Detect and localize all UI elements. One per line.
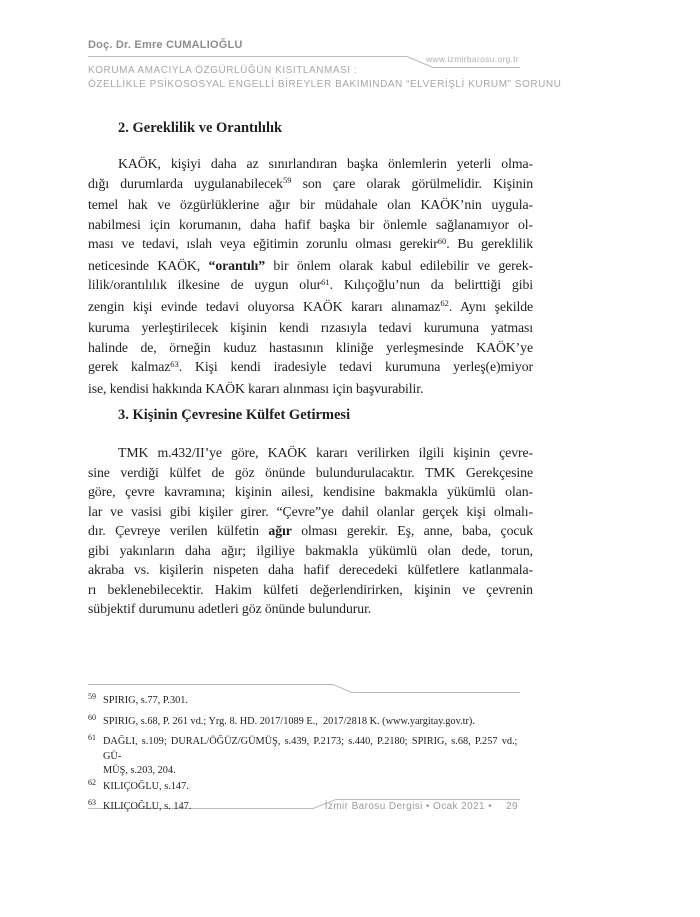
- header-title-line1: KORUMA AMACIYLA ÖZGÜRLÜĞÜN KISITLANMASI :: [88, 65, 358, 76]
- footnote: [88, 712, 520, 730]
- text-line: rı beklenebilecektir. Hakim külfeti değerlendirirken, kişinin ve çevrenin: [88, 581, 533, 597]
- author-prefix: Doç. Dr. Emre: [88, 39, 166, 51]
- author-surname: CUMALIOĞLU: [166, 39, 243, 51]
- text-line: lilik/orantılılık ilkesine de uygun olur$^{61}$. Kılıçoğlu’nun da belirttiği gibi: [88, 276, 533, 292]
- text-line: ması ve tedavi, ıslah veya eğitimin zorunlu olması gerekir$^{60}$. Bu gereklilik: [88, 235, 533, 251]
- text-line: akraba vs. kişilerin nispeten daha hafif derecedeki külfetlere katlanmala-: [88, 562, 533, 577]
- footnote-number: 62: [88, 777, 96, 787]
- text-line: halinde de, örneğin kuduz hastasının kliniğe yerleşmesinde KAÖK’ye: [88, 339, 533, 355]
- footnote-reference: 63: [170, 358, 179, 369]
- page-header-author: [88, 39, 243, 51]
- footnote-separator-rule: [88, 685, 520, 693]
- page-footer: [325, 801, 518, 812]
- footnote-number: 60: [88, 712, 96, 722]
- footnote-reference: 62: [440, 298, 449, 308]
- footnote-number: 59: [88, 692, 96, 701]
- section-heading-2: 2. Gereklilik ve Orantılılık: [118, 120, 283, 136]
- text-line: sübjektif durumunu adetleri göz önünde bulundurur.: [88, 601, 372, 616]
- header-title-line2: ÖZELLİKLE PSİKOSOSYAL ENGELLİ BİREYLER BAKIMINDAN “ELVERİŞLİ KURUM” SORUNU: [88, 79, 562, 90]
- footnote-reference: 61: [321, 276, 330, 287]
- journal-name: İzmir Barosu Dergisi • Ocak 2021 •: [324, 801, 493, 812]
- footnote-reference: 59: [282, 175, 292, 185]
- footnote: [88, 735, 520, 779]
- text-line: sine verdiği külfet de göz önünde bulundurulacaktır. TMK Gerekçesine: [88, 464, 533, 480]
- text-line: göre, çevre kavramına; kişinin ailesi, kendisine bakmakla yükümlü olan-: [88, 484, 533, 499]
- text-line: nabilmesi için korumanın, daha hafif başka bir önlemle sağlanamıyor ol-: [88, 216, 533, 232]
- text-line: TMK m.432/II’ye göre, KAÖK kararı verilirken ilgili kişinin çevre-: [118, 445, 533, 460]
- paragraph-1: [88, 154, 533, 398]
- text-line: KILIÇOĞLU, s.147.: [103, 780, 189, 792]
- footnote-number: 61: [88, 733, 96, 742]
- text-line: KAÖK, kişiyi daha az sınırlandıran başka önlemlerin yeterli olma-: [118, 156, 533, 171]
- footnote-reference: 60: [437, 235, 447, 246]
- text-line: KILIÇOĞLU, s. 147.: [103, 801, 192, 812]
- text-line: kuruma yerleştirilecek kişinin kendi rızasıyla tedavi kurumuna yatması: [88, 320, 533, 335]
- footnote: [88, 694, 520, 709]
- text-line: neticesinde KAÖK, “orantılı” bir önlem olarak kabul edilebilir ve gerek-: [88, 257, 533, 273]
- text-line: gerek kalmaz$^{63}$. Kişi kendi iradesiyle tedavi kurumuna yerleş(e)miyor: [88, 358, 533, 374]
- text-line: temel hak ve özgürlüklerine ağır bir müdahale olan KAÖK’nin uygula-: [88, 197, 533, 212]
- footnote-number: 63: [88, 798, 96, 807]
- text-line: zengin kişi evinde tedavi oluyorsa KAÖK kararı alınamaz$^{62}$. Aynı şekilde: [88, 298, 534, 314]
- text-line: dır. Çevreye verilen külfetin ağır olması gerekir. Eş, anne, baba, çocuk: [88, 523, 533, 538]
- paragraph-2: [88, 443, 533, 619]
- section-heading-3: 3. Kişinin Çevresine Külfet Getirmesi: [118, 407, 351, 423]
- text-line: DAĞLI, s.109; DURAL/ÖĞÜZ/GÜMÜŞ, s.439, P.2173; s.440, P.2180; SPIRIG, s.68, P.257 vd.; GÜ-: [103, 736, 520, 762]
- footnote: [88, 777, 520, 795]
- header-website-text: www.izmirbarosu.org.tr: [425, 54, 519, 64]
- text-line: lar ve vasisi gibi kişiler girer. “Çevre”ye dahil olanlar gerçek kişi olmalı-: [88, 503, 533, 519]
- text-line: dığı durumlarda uygulanabilecek$^{59}$ son çare olarak görülmelidir. Kişinin: [88, 175, 533, 191]
- text-line: MÜŞ, s.203, 204.: [103, 765, 176, 776]
- text-line: SPIRIG, s.77, P.301.: [103, 695, 188, 706]
- page-number: 29: [506, 801, 518, 812]
- text-line: ise, kendisi hakkında KAÖK kararı alınması için başvurabilir.: [88, 380, 424, 396]
- text-line: gibi yakınların daha ağır; ilgiliye bakmakla yükümlü olan dede, torun,: [88, 542, 533, 558]
- text-line: SPIRIG, s.68, P. 261 vd.; Yrg. 8. HD. 2017/1089 E., 2017/2818 K. (www.yargitay.gov.tr).: [103, 715, 475, 727]
